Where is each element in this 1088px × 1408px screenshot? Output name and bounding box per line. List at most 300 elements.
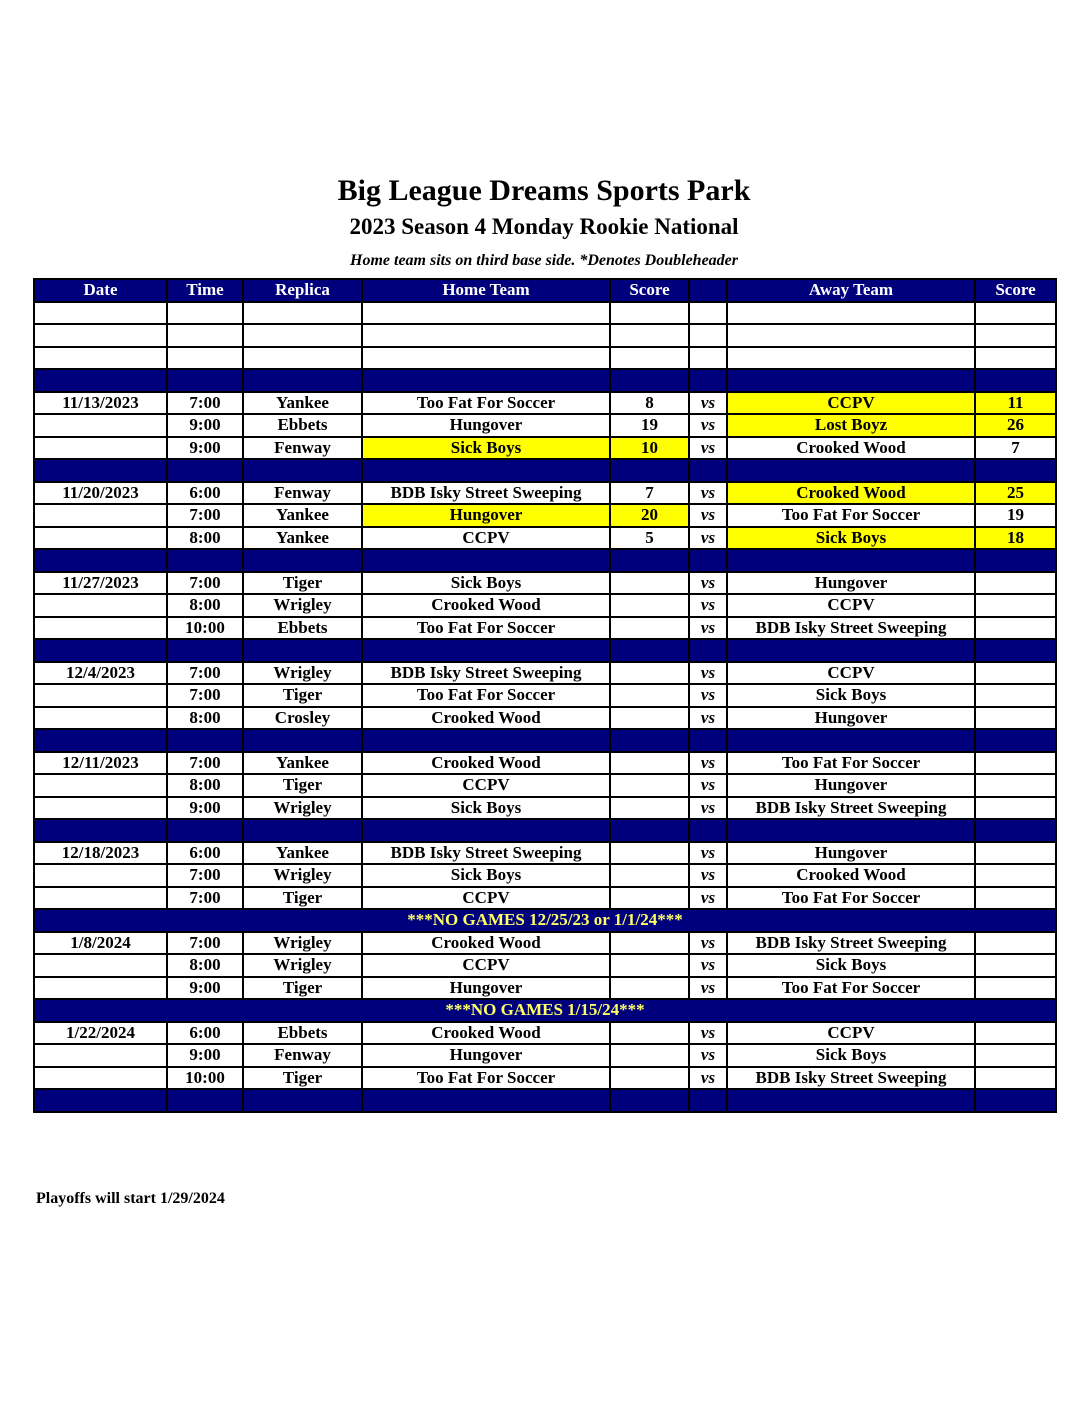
cell-home: CCPV: [362, 774, 610, 797]
cell-home: [362, 302, 610, 325]
cell-home: Sick Boys: [362, 797, 610, 820]
cell-away-score: 26: [975, 414, 1056, 437]
cell-date: [34, 302, 167, 325]
cell-replica: Tiger: [243, 572, 362, 595]
cell-home: [362, 347, 610, 370]
cell-replica: [243, 369, 362, 392]
cell-away-score: [975, 752, 1056, 775]
cell-replica: Wrigley: [243, 594, 362, 617]
cell-replica: Wrigley: [243, 797, 362, 820]
cell-home: CCPV: [362, 527, 610, 550]
cell-replica: Wrigley: [243, 864, 362, 887]
cell-home: Crooked Wood: [362, 1022, 610, 1045]
cell-vs: vs: [689, 662, 727, 685]
cell-time: 8:00: [167, 707, 243, 730]
cell-date: [34, 437, 167, 460]
cell-away-score: [975, 594, 1056, 617]
empty-row: [34, 347, 1056, 370]
cell-away-score: 7: [975, 437, 1056, 460]
cell-vs: vs: [689, 932, 727, 955]
cell-time: [167, 1089, 243, 1112]
cell-home: Crooked Wood: [362, 932, 610, 955]
cell-home-score: [610, 302, 689, 325]
cell-home: [362, 549, 610, 572]
cell-time: 6:00: [167, 482, 243, 505]
cell-vs: [689, 729, 727, 752]
cell-vs: [689, 324, 727, 347]
cell-away-score: [975, 1067, 1056, 1090]
cell-replica: Yankee: [243, 842, 362, 865]
schedule-body: [34, 302, 1056, 1112]
cell-home: [362, 1089, 610, 1112]
cell-away: Hungover: [727, 774, 975, 797]
empty-row: [34, 324, 1056, 347]
no-games-notice: ***NO GAMES 12/25/23 or 1/1/24***: [34, 909, 1056, 932]
cell-time: [167, 729, 243, 752]
col-header-time: Time: [167, 279, 243, 302]
cell-time: 7:00: [167, 932, 243, 955]
cell-date: [34, 369, 167, 392]
cell-replica: [243, 639, 362, 662]
col-header-home-score: Score: [610, 279, 689, 302]
game-row: [34, 752, 1056, 775]
cell-home-score: [610, 819, 689, 842]
cell-away: CCPV: [727, 1022, 975, 1045]
cell-away: Hungover: [727, 707, 975, 730]
cell-time: 7:00: [167, 662, 243, 685]
cell-home: BDB Isky Street Sweeping: [362, 662, 610, 685]
cell-home-score: [610, 369, 689, 392]
cell-away: CCPV: [727, 392, 975, 415]
cell-home: [362, 639, 610, 662]
cell-time: [167, 639, 243, 662]
cell-away: Crooked Wood: [727, 864, 975, 887]
cell-home: Hungover: [362, 414, 610, 437]
cell-replica: Tiger: [243, 1067, 362, 1090]
cell-away: Hungover: [727, 572, 975, 595]
cell-time: 8:00: [167, 594, 243, 617]
cell-away: [727, 1089, 975, 1112]
cell-replica: [243, 549, 362, 572]
cell-replica: Wrigley: [243, 932, 362, 955]
cell-away: CCPV: [727, 662, 975, 685]
cell-home-score: [610, 774, 689, 797]
cell-time: [167, 347, 243, 370]
playoffs-note: Playoffs will start 1/29/2024: [36, 1190, 225, 1207]
cell-home-score: [610, 324, 689, 347]
cell-away-score: [975, 842, 1056, 865]
no-games-row: [34, 909, 1056, 932]
cell-date: [34, 977, 167, 1000]
cell-home: CCPV: [362, 887, 610, 910]
cell-home-score: [610, 1044, 689, 1067]
cell-vs: [689, 347, 727, 370]
cell-time: 7:00: [167, 392, 243, 415]
cell-date: [34, 864, 167, 887]
cell-away-score: [975, 549, 1056, 572]
cell-replica: Fenway: [243, 1044, 362, 1067]
cell-away: Too Fat For Soccer: [727, 752, 975, 775]
cell-away-score: [975, 887, 1056, 910]
cell-vs: vs: [689, 707, 727, 730]
cell-time: 6:00: [167, 842, 243, 865]
cell-away-score: [975, 707, 1056, 730]
game-row: [34, 932, 1056, 955]
cell-replica: Yankee: [243, 752, 362, 775]
cell-home-score: [610, 662, 689, 685]
cell-time: 8:00: [167, 774, 243, 797]
cell-vs: [689, 459, 727, 482]
cell-home: [362, 819, 610, 842]
cell-home-score: [610, 639, 689, 662]
cell-away-score: 25: [975, 482, 1056, 505]
game-row: [34, 1044, 1056, 1067]
cell-home: BDB Isky Street Sweeping: [362, 842, 610, 865]
separator-row: [34, 1089, 1056, 1112]
cell-time: 9:00: [167, 437, 243, 460]
cell-time: 7:00: [167, 864, 243, 887]
col-header-away-score: Score: [975, 279, 1056, 302]
cell-away: [727, 729, 975, 752]
cell-home-score: [610, 572, 689, 595]
cell-home-score: [610, 954, 689, 977]
cell-vs: vs: [689, 954, 727, 977]
cell-date: 11/13/2023: [34, 392, 167, 415]
cell-date: 11/20/2023: [34, 482, 167, 505]
page-title: Big League Dreams Sports Park: [337, 174, 751, 207]
cell-away-score: [975, 639, 1056, 662]
game-row: [34, 977, 1056, 1000]
cell-home-score: [610, 1067, 689, 1090]
cell-home-score: [610, 684, 689, 707]
cell-away-score: [975, 729, 1056, 752]
cell-home: Crooked Wood: [362, 752, 610, 775]
cell-vs: vs: [689, 977, 727, 1000]
game-row: [34, 1022, 1056, 1045]
schedule-table: [33, 278, 1057, 1113]
cell-home-score: 8: [610, 392, 689, 415]
cell-date: [34, 324, 167, 347]
cell-vs: [689, 369, 727, 392]
cell-replica: Ebbets: [243, 414, 362, 437]
separator-row: [34, 459, 1056, 482]
game-row: [34, 887, 1056, 910]
cell-away: Lost Boyz: [727, 414, 975, 437]
cell-home-score: [610, 459, 689, 482]
cell-replica: Tiger: [243, 774, 362, 797]
cell-away: [727, 819, 975, 842]
cell-away-score: [975, 369, 1056, 392]
cell-home: [362, 369, 610, 392]
cell-replica: Crosley: [243, 707, 362, 730]
cell-away-score: [975, 864, 1056, 887]
cell-replica: Ebbets: [243, 1022, 362, 1045]
cell-vs: vs: [689, 864, 727, 887]
cell-away: Sick Boys: [727, 954, 975, 977]
game-row: [34, 864, 1056, 887]
cell-away-score: 19: [975, 504, 1056, 527]
cell-home: [362, 324, 610, 347]
cell-time: [167, 302, 243, 325]
cell-home-score: 5: [610, 527, 689, 550]
cell-date: 1/8/2024: [34, 932, 167, 955]
cell-home: Sick Boys: [362, 864, 610, 887]
cell-time: [167, 459, 243, 482]
game-row: [34, 1067, 1056, 1090]
cell-vs: vs: [689, 594, 727, 617]
cell-away-score: [975, 617, 1056, 640]
cell-vs: vs: [689, 392, 727, 415]
cell-vs: vs: [689, 572, 727, 595]
cell-time: 9:00: [167, 414, 243, 437]
cell-home-score: [610, 1089, 689, 1112]
cell-home-score: [610, 932, 689, 955]
cell-away: [727, 369, 975, 392]
cell-home-score: [610, 549, 689, 572]
cell-home: Crooked Wood: [362, 707, 610, 730]
cell-date: [34, 684, 167, 707]
cell-date: 12/11/2023: [34, 752, 167, 775]
cell-home: Hungover: [362, 977, 610, 1000]
cell-home: CCPV: [362, 954, 610, 977]
cell-date: [34, 639, 167, 662]
cell-time: 7:00: [167, 684, 243, 707]
cell-away: Crooked Wood: [727, 482, 975, 505]
cell-date: 12/18/2023: [34, 842, 167, 865]
cell-away-score: [975, 302, 1056, 325]
cell-date: [34, 617, 167, 640]
cell-vs: vs: [689, 1022, 727, 1045]
cell-away-score: 18: [975, 527, 1056, 550]
game-row: [34, 954, 1056, 977]
cell-away-score: [975, 819, 1056, 842]
cell-home: Too Fat For Soccer: [362, 684, 610, 707]
cell-home-score: [610, 594, 689, 617]
game-row: [34, 504, 1056, 527]
cell-date: [34, 549, 167, 572]
separator-row: [34, 369, 1056, 392]
game-row: [34, 707, 1056, 730]
cell-replica: Wrigley: [243, 954, 362, 977]
cell-vs: [689, 1089, 727, 1112]
separator-row: [34, 639, 1056, 662]
cell-vs: vs: [689, 482, 727, 505]
cell-replica: [243, 347, 362, 370]
cell-home: Hungover: [362, 504, 610, 527]
cell-away-score: [975, 684, 1056, 707]
cell-vs: vs: [689, 797, 727, 820]
cell-vs: vs: [689, 527, 727, 550]
cell-home: Hungover: [362, 1044, 610, 1067]
cell-time: [167, 819, 243, 842]
separator-row: [34, 819, 1056, 842]
cell-home: Too Fat For Soccer: [362, 617, 610, 640]
cell-time: 9:00: [167, 1044, 243, 1067]
cell-vs: [689, 549, 727, 572]
cell-vs: vs: [689, 1044, 727, 1067]
cell-away-score: [975, 774, 1056, 797]
cell-away: Hungover: [727, 842, 975, 865]
game-row: [34, 414, 1056, 437]
cell-date: [34, 729, 167, 752]
cell-vs: [689, 639, 727, 662]
cell-replica: Yankee: [243, 392, 362, 415]
no-games-notice: ***NO GAMES 1/15/24***: [34, 999, 1056, 1022]
cell-away: [727, 639, 975, 662]
cell-date: [34, 527, 167, 550]
cell-away: Too Fat For Soccer: [727, 887, 975, 910]
game-row: [34, 797, 1056, 820]
schedule-note: Home team sits on third base side. *Denotes Doubleheader: [350, 252, 738, 269]
cell-replica: Fenway: [243, 437, 362, 460]
cell-replica: [243, 459, 362, 482]
cell-home-score: 20: [610, 504, 689, 527]
cell-replica: [243, 819, 362, 842]
no-games-row: [34, 999, 1056, 1022]
game-row: [34, 594, 1056, 617]
cell-home-score: [610, 887, 689, 910]
cell-replica: Tiger: [243, 977, 362, 1000]
cell-away-score: [975, 459, 1056, 482]
col-header-away-team: Away Team: [727, 279, 975, 302]
cell-time: 7:00: [167, 504, 243, 527]
cell-away-score: [975, 977, 1056, 1000]
cell-vs: vs: [689, 752, 727, 775]
col-header-vs: [689, 279, 727, 302]
cell-away: [727, 459, 975, 482]
cell-vs: vs: [689, 617, 727, 640]
cell-home: [362, 459, 610, 482]
cell-away: [727, 324, 975, 347]
cell-away-score: [975, 954, 1056, 977]
cell-away: [727, 302, 975, 325]
separator-row: [34, 549, 1056, 572]
cell-date: [34, 414, 167, 437]
cell-replica: Yankee: [243, 527, 362, 550]
cell-away: [727, 549, 975, 572]
cell-away: BDB Isky Street Sweeping: [727, 932, 975, 955]
cell-time: 7:00: [167, 572, 243, 595]
cell-vs: vs: [689, 1067, 727, 1090]
cell-date: 1/22/2024: [34, 1022, 167, 1045]
cell-time: 10:00: [167, 617, 243, 640]
cell-replica: Yankee: [243, 504, 362, 527]
cell-time: 10:00: [167, 1067, 243, 1090]
cell-replica: [243, 1089, 362, 1112]
cell-replica: [243, 302, 362, 325]
header-row: [34, 279, 1056, 302]
game-row: [34, 774, 1056, 797]
cell-time: [167, 369, 243, 392]
cell-away-score: [975, 347, 1056, 370]
cell-replica: Fenway: [243, 482, 362, 505]
cell-away: Sick Boys: [727, 527, 975, 550]
game-row: [34, 437, 1056, 460]
cell-time: 8:00: [167, 527, 243, 550]
cell-away: [727, 347, 975, 370]
cell-home-score: [610, 1022, 689, 1045]
cell-away-score: [975, 932, 1056, 955]
cell-vs: [689, 302, 727, 325]
cell-date: [34, 797, 167, 820]
cell-home-score: [610, 797, 689, 820]
cell-home: [362, 729, 610, 752]
cell-date: 12/4/2023: [34, 662, 167, 685]
cell-home: Too Fat For Soccer: [362, 392, 610, 415]
page-subtitle: 2023 Season 4 Monday Rookie National: [349, 214, 739, 239]
separator-row: [34, 729, 1056, 752]
cell-time: [167, 324, 243, 347]
cell-date: [34, 954, 167, 977]
cell-away-score: [975, 797, 1056, 820]
cell-time: [167, 549, 243, 572]
cell-vs: vs: [689, 842, 727, 865]
cell-date: [34, 707, 167, 730]
game-row: [34, 482, 1056, 505]
game-row: [34, 842, 1056, 865]
cell-home-score: [610, 977, 689, 1000]
cell-replica: Wrigley: [243, 662, 362, 685]
cell-replica: Tiger: [243, 887, 362, 910]
cell-vs: [689, 819, 727, 842]
cell-date: [34, 1089, 167, 1112]
cell-home-score: 10: [610, 437, 689, 460]
cell-replica: [243, 729, 362, 752]
cell-away-score: [975, 1089, 1056, 1112]
cell-home: Crooked Wood: [362, 594, 610, 617]
cell-away-score: [975, 324, 1056, 347]
cell-home-score: [610, 347, 689, 370]
cell-replica: Ebbets: [243, 617, 362, 640]
cell-home-score: [610, 864, 689, 887]
cell-away: BDB Isky Street Sweeping: [727, 797, 975, 820]
cell-away: Sick Boys: [727, 684, 975, 707]
cell-time: 9:00: [167, 977, 243, 1000]
cell-home-score: 19: [610, 414, 689, 437]
game-row: [34, 662, 1056, 685]
cell-home-score: [610, 617, 689, 640]
cell-date: [34, 347, 167, 370]
cell-time: 7:00: [167, 752, 243, 775]
cell-away-score: [975, 1044, 1056, 1067]
cell-home: BDB Isky Street Sweeping: [362, 482, 610, 505]
game-row: [34, 527, 1056, 550]
cell-date: 11/27/2023: [34, 572, 167, 595]
cell-time: 8:00: [167, 954, 243, 977]
cell-home-score: [610, 707, 689, 730]
cell-vs: vs: [689, 684, 727, 707]
cell-away-score: [975, 572, 1056, 595]
cell-away-score: [975, 1022, 1056, 1045]
cell-date: [34, 594, 167, 617]
cell-away-score: [975, 662, 1056, 685]
cell-date: [34, 887, 167, 910]
cell-time: 6:00: [167, 1022, 243, 1045]
cell-away: BDB Isky Street Sweeping: [727, 617, 975, 640]
cell-home: Sick Boys: [362, 437, 610, 460]
cell-away: BDB Isky Street Sweeping: [727, 1067, 975, 1090]
cell-date: [34, 1044, 167, 1067]
cell-home-score: 7: [610, 482, 689, 505]
col-header-home-team: Home Team: [362, 279, 610, 302]
cell-away: CCPV: [727, 594, 975, 617]
col-header-replica: Replica: [243, 279, 362, 302]
cell-vs: vs: [689, 437, 727, 460]
cell-home: Too Fat For Soccer: [362, 1067, 610, 1090]
cell-replica: Tiger: [243, 684, 362, 707]
game-row: [34, 572, 1056, 595]
game-row: [34, 617, 1056, 640]
